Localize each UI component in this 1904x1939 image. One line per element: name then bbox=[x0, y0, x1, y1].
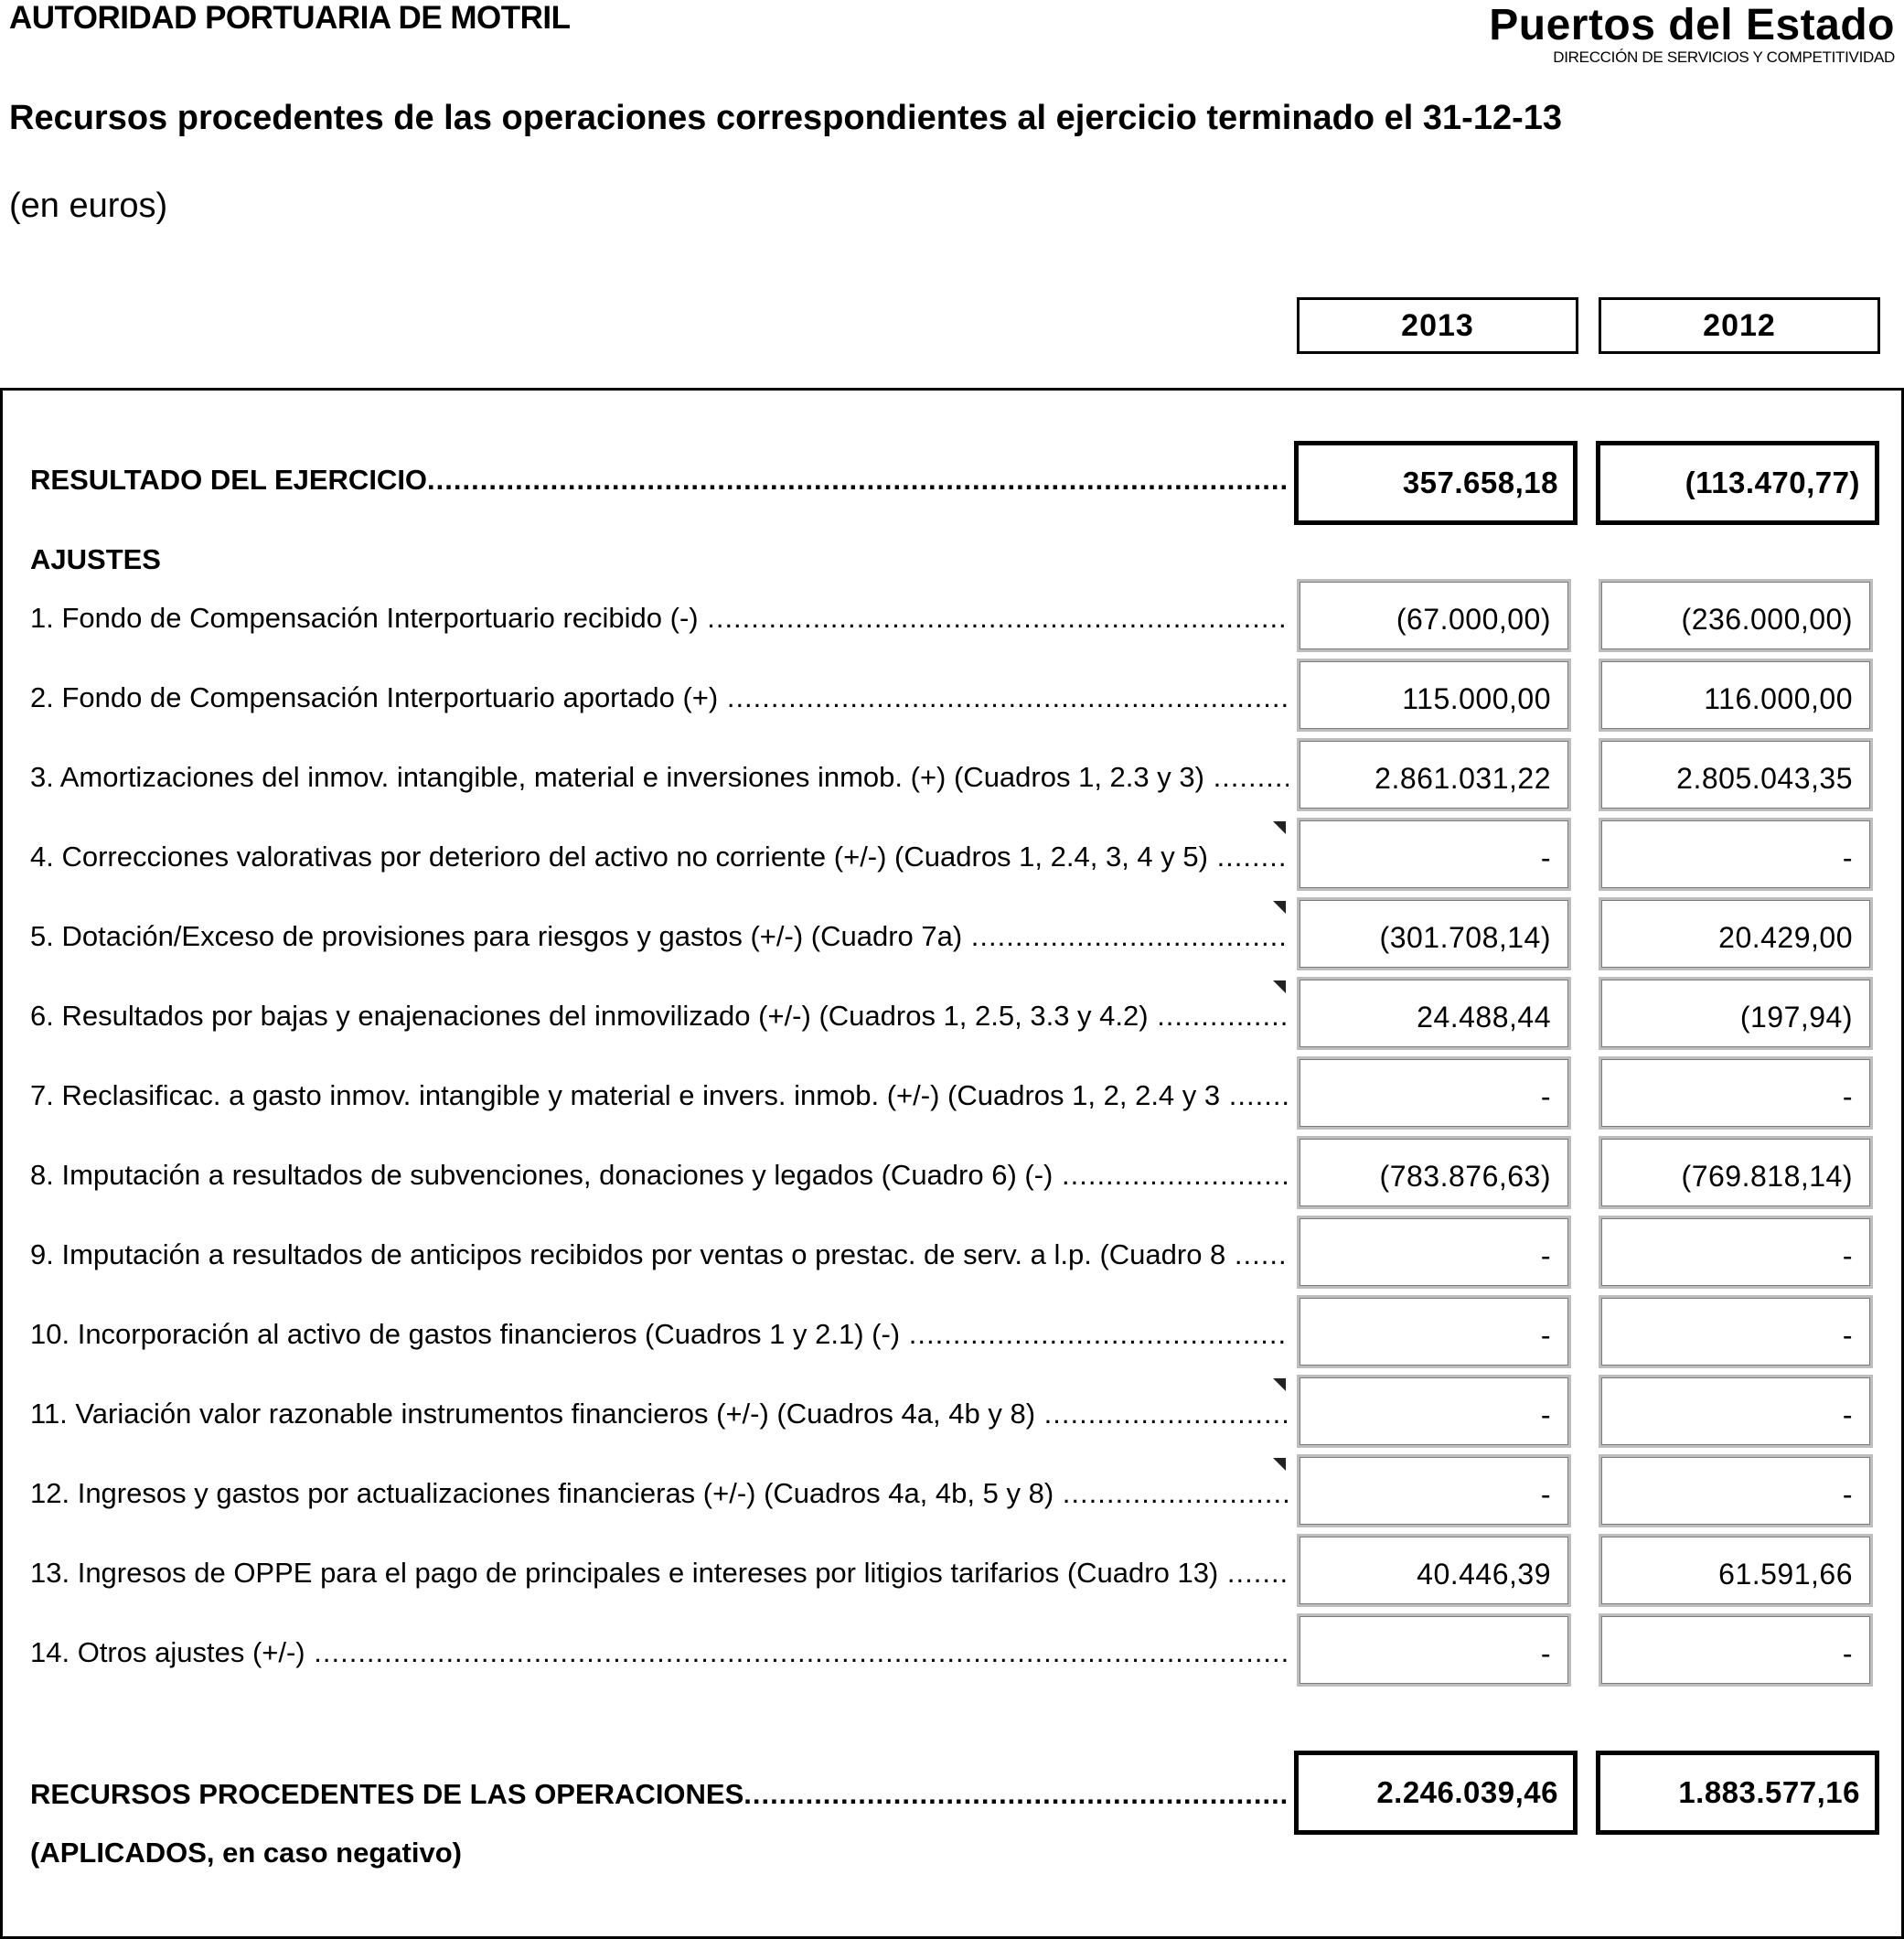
total-label-text: RECURSOS PROCEDENTES DE LAS OPERACIONES bbox=[30, 1778, 744, 1810]
comment-marker-icon bbox=[1273, 980, 1286, 993]
total-note: (APLICADOS, en caso negativo) bbox=[30, 1837, 462, 1869]
leader-dots bbox=[962, 920, 1289, 952]
adjustment-row-label bbox=[30, 681, 1289, 714]
adjustment-value-2013: (301.708,14) bbox=[1297, 897, 1571, 970]
adjustment-value-2013: 2.861.031,22 bbox=[1297, 738, 1571, 811]
row-label-text: 11. Variación valor razonable instrumentos financieros (+/-) (Cuadros 4a, 4b y 8) bbox=[30, 1398, 1036, 1430]
units-label: (en euros) bbox=[9, 187, 168, 225]
adjustment-value-2013: - bbox=[1297, 818, 1571, 891]
adjustment-value-2012: - bbox=[1599, 1056, 1873, 1130]
adjustment-value-2012: (236.000,00) bbox=[1599, 579, 1873, 652]
adjustment-value-2012: (197,94) bbox=[1599, 977, 1873, 1050]
leader-dots bbox=[305, 1636, 1289, 1668]
leader-dots bbox=[1225, 1238, 1289, 1270]
adjustment-value-2012: 61.591,66 bbox=[1599, 1534, 1873, 1607]
adjustment-value-2013: - bbox=[1297, 1295, 1571, 1368]
adjustment-value-2013: 40.446,39 bbox=[1297, 1534, 1571, 1607]
leader-dots bbox=[1035, 1398, 1289, 1430]
adjustment-row-label bbox=[30, 1000, 1289, 1033]
result-value-2013: 357.658,18 bbox=[1294, 441, 1578, 525]
adjustment-value-2012: - bbox=[1599, 818, 1873, 891]
row-label-text: 5. Dotación/Exceso de provisiones para riesgos y gastos (+/-) (Cuadro 7a) bbox=[30, 920, 963, 952]
total-value-2012: 1.883.577,16 bbox=[1596, 1751, 1879, 1835]
row-label-text: 9. Imputación a resultados de anticipos recibidos por ventas o prestac. de serv. a l.p. (Cuadro 8 bbox=[30, 1238, 1226, 1270]
adjustment-value-2013: - bbox=[1297, 1056, 1571, 1130]
adjustment-row-label bbox=[30, 1159, 1289, 1192]
total-value-2013: 2.246.039,46 bbox=[1294, 1751, 1578, 1835]
leader-dots bbox=[743, 1778, 1289, 1810]
adjustment-value-2012: - bbox=[1599, 1375, 1873, 1448]
adjustment-value-2012: (769.818,14) bbox=[1599, 1136, 1873, 1209]
row-label-text: 10. Incorporación al activo de gastos financieros (Cuadros 1 y 2.1) (-) bbox=[30, 1318, 901, 1350]
leader-dots bbox=[1054, 1477, 1289, 1509]
leader-dots bbox=[1218, 1557, 1289, 1589]
adjustment-row-label bbox=[30, 1079, 1289, 1112]
row-label-text: 3. Amortizaciones del inmov. intangible, material e inversiones inmob. (+) (Cuadros 1, 2.3 y 3) bbox=[30, 761, 1204, 793]
leader-dots bbox=[1220, 1079, 1289, 1111]
adjustment-row-label bbox=[30, 920, 1289, 953]
leader-dots bbox=[1149, 1000, 1289, 1032]
adjustments-heading: AJUSTES bbox=[30, 543, 161, 575]
leader-dots bbox=[1053, 1159, 1289, 1191]
row-label-text: 2. Fondo de Compensación Interportuario aportado (+) bbox=[30, 681, 719, 713]
authority-name: AUTORIDAD PORTUARIA DE MOTRIL bbox=[9, 0, 571, 36]
adjustment-row-label bbox=[30, 602, 1289, 635]
adjustment-value-2013: 24.488,44 bbox=[1297, 977, 1571, 1050]
leader-dots bbox=[427, 464, 1289, 496]
adjustment-value-2012: 2.805.043,35 bbox=[1599, 738, 1873, 811]
result-label bbox=[30, 464, 1289, 497]
row-label-text: 13. Ingresos de OPPE para el pago de principales e intereses por litigios tarifarios (Cuadro 13) bbox=[30, 1557, 1219, 1589]
leader-dots bbox=[900, 1318, 1289, 1350]
brand-name: Puertos del Estado bbox=[1489, 1, 1895, 49]
adjustment-value-2012: - bbox=[1599, 1295, 1873, 1368]
adjustment-row-label bbox=[30, 1477, 1289, 1510]
adjustment-row-label bbox=[30, 841, 1289, 873]
leader-dots bbox=[718, 681, 1289, 713]
adjustment-value-2012: - bbox=[1599, 1454, 1873, 1527]
adjustment-row-label bbox=[30, 761, 1289, 794]
comment-marker-icon bbox=[1273, 1378, 1286, 1391]
adjustment-value-2013: - bbox=[1297, 1375, 1571, 1448]
row-label-text: 7. Reclasificac. a gasto inmov. intangible y material e invers. inmob. (+/-) (Cuadros 1, 2, 2.4 y 3 bbox=[30, 1079, 1221, 1111]
adjustment-value-2013: - bbox=[1297, 1454, 1571, 1527]
comment-marker-icon bbox=[1273, 1458, 1286, 1471]
row-label-text: 1. Fondo de Compensación Interportuario recibido (-) bbox=[30, 602, 699, 634]
adjustment-value-2013: (67.000,00) bbox=[1297, 579, 1571, 652]
row-label-text: 4. Correcciones valorativas por deterioro del activo no corriente (+/-) (Cuadros 1, 2.4, 3, 4 y 5) bbox=[30, 841, 1208, 873]
row-label-text: 6. Resultados por bajas y enajenaciones del inmovilizado (+/-) (Cuadros 1, 2.5, 3.3 y 4.2) bbox=[30, 1000, 1149, 1032]
adjustment-row-label bbox=[30, 1557, 1289, 1590]
adjustment-row-label bbox=[30, 1238, 1289, 1271]
row-label-text: 12. Ingresos y gastos por actualizaciones financieras (+/-) (Cuadros 4a, 4b, 5 y 8) bbox=[30, 1477, 1054, 1509]
adjustment-row-label bbox=[30, 1636, 1289, 1669]
row-label-text: 14. Otros ajustes (+/-) bbox=[30, 1636, 305, 1668]
leader-dots bbox=[1208, 841, 1289, 873]
adjustment-value-2013: - bbox=[1297, 1216, 1571, 1289]
report-title: Recursos procedentes de las operaciones correspondientes al ejercicio terminado el 31-12-13 bbox=[9, 99, 1563, 137]
total-label bbox=[30, 1778, 1289, 1811]
comment-marker-icon bbox=[1273, 821, 1286, 834]
adjustment-value-2012: - bbox=[1599, 1613, 1873, 1687]
adjustment-value-2013: (783.876,63) bbox=[1297, 1136, 1571, 1209]
adjustment-row-label bbox=[30, 1318, 1289, 1351]
column-header-2013: 2013 bbox=[1297, 297, 1578, 354]
leader-dots bbox=[1204, 761, 1289, 793]
brand-subtitle: DIRECCIÓN DE SERVICIOS Y COMPETITIVIDAD bbox=[1553, 48, 1895, 66]
adjustment-value-2012: 20.429,00 bbox=[1599, 897, 1873, 970]
result-value-2012: (113.470,77) bbox=[1596, 441, 1879, 525]
row-label-text: 8. Imputación a resultados de subvenciones, donaciones y legados (Cuadro 6) (-) bbox=[30, 1159, 1054, 1191]
leader-dots bbox=[699, 602, 1289, 634]
adjustment-value-2013: 115.000,00 bbox=[1297, 659, 1571, 732]
adjustment-value-2012: 116.000,00 bbox=[1599, 659, 1873, 732]
adjustment-row-label bbox=[30, 1398, 1289, 1430]
column-header-2012: 2012 bbox=[1599, 297, 1880, 354]
adjustment-value-2012: - bbox=[1599, 1216, 1873, 1289]
result-label-text: RESULTADO DEL EJERCICIO bbox=[30, 464, 428, 496]
comment-marker-icon bbox=[1273, 901, 1286, 914]
adjustment-value-2013: - bbox=[1297, 1613, 1571, 1687]
